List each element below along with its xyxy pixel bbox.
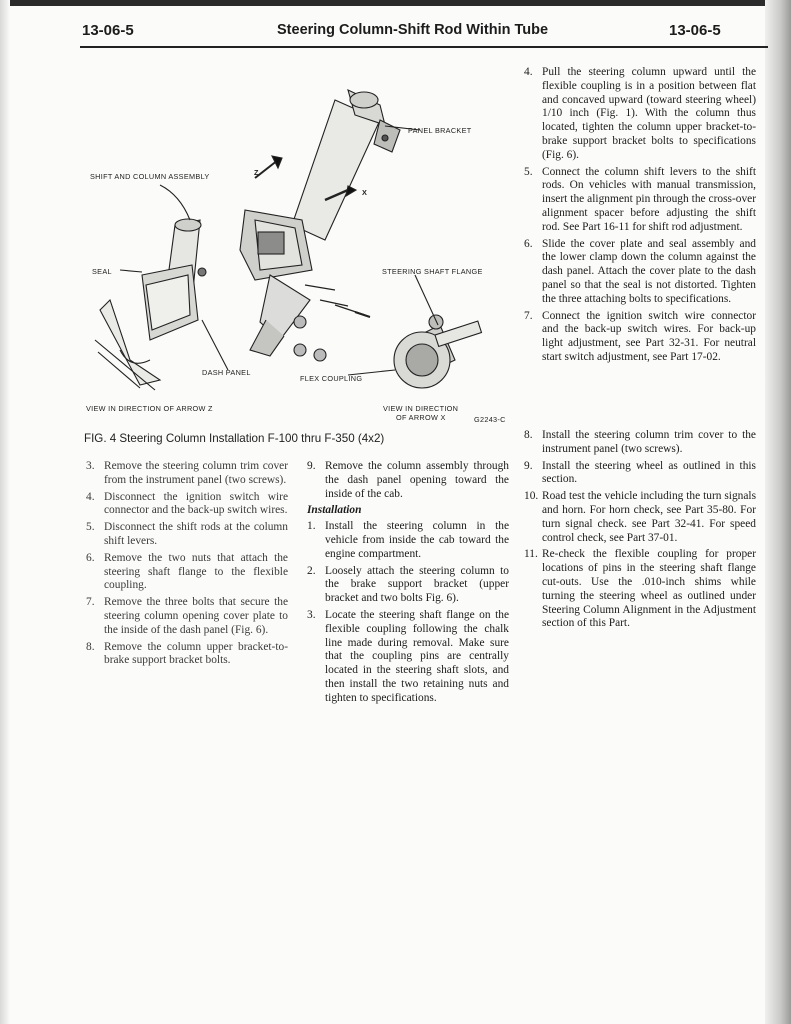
step-number: 9. <box>524 459 533 472</box>
procedure-step <box>524 238 756 307</box>
page-number-right: 13-06-5 <box>669 22 721 39</box>
step-number: 9. <box>307 460 316 472</box>
step-text: Remove the column upper bracket-to-brake support bracket bolts. <box>104 640 288 667</box>
step-text: Loosely attach the steering column to the brake support bracket (upper bracket and two bolts Fig. 6). <box>325 564 509 605</box>
step-number: 7. <box>524 309 533 322</box>
procedure-step <box>524 548 756 631</box>
step-text: Install the steering column in the vehicle from inside the cab toward the engine compartment. <box>325 520 509 560</box>
page-top-edge <box>0 0 791 6</box>
step-text: Remove the three bolts that secure the steering column opening cover plate to the inside of the dash panel (Fig. 6). <box>104 596 288 636</box>
column-middle <box>307 460 509 709</box>
label-view-arrow-x-line2: OF ARROW X <box>396 413 446 422</box>
label-flex-coupling: FLEX COUPLING <box>300 374 363 383</box>
label-shift-column-assembly: SHIFT AND COLUMN ASSEMBLY <box>90 172 210 181</box>
label-view-arrow-x-line1: VIEW IN DIRECTION <box>383 404 459 413</box>
installation-steps-final <box>524 429 756 631</box>
step-number: 7. <box>86 596 95 609</box>
procedure-step <box>524 429 756 457</box>
label-steering-shaft-flange: STEERING SHAFT FLANGE <box>382 267 483 276</box>
step-text: Remove the two nuts that attach the steering shaft flange to the flexible coupling. <box>104 551 288 592</box>
procedure-step <box>86 491 288 519</box>
step-text: Disconnect the ignition switch wire connector and the back-up switch wires. <box>104 490 288 517</box>
procedure-step <box>307 609 509 706</box>
label-arrow-x: X <box>362 188 368 197</box>
step-text: Remove the steering column trim cover from the instrument panel (two screws). <box>104 460 288 486</box>
procedure-step <box>307 460 509 501</box>
step-number: 3. <box>307 608 316 621</box>
step-text: Install the steering wheel as outlined in this section. <box>542 459 756 486</box>
column-left <box>86 460 288 671</box>
step-number: 10. <box>524 490 539 503</box>
label-figure-code: G2243-C <box>474 415 506 424</box>
step-number: 4. <box>524 66 533 78</box>
label-arrow-z: Z <box>254 168 259 177</box>
step-number: 5. <box>524 165 533 178</box>
step-text: Install the steering column trim cover to the instrument panel (two screws). <box>542 429 756 455</box>
label-view-arrow-z: VIEW IN DIRECTION OF ARROW Z <box>86 404 213 413</box>
procedure-step <box>307 520 509 561</box>
column-right-bottom <box>524 429 756 634</box>
step-number: 2. <box>307 564 316 577</box>
procedure-step <box>524 310 756 365</box>
step-number: 6. <box>86 551 95 564</box>
step-text: Slide the cover plate and seal assembly and the lower clamp down the column against the dash panel. Attach the cover plate to the dash panel so that the seal is not distorted. Tighten the three attaching bolts to specifications. <box>542 237 756 305</box>
procedure-step <box>307 565 509 606</box>
procedure-step <box>524 166 756 235</box>
procedure-step <box>86 552 288 593</box>
header-rule <box>80 46 768 48</box>
page-title: Steering Column-Shift Rod Within Tube <box>277 22 549 38</box>
step-number: 1. <box>307 520 316 533</box>
procedure-step <box>524 66 756 163</box>
step-text: Connect the ignition switch wire connector and the back-up switch wires. For back-up light adjustment, see Part 32-31. For neutral start switch adjustment, see Part 17-02. <box>542 309 756 363</box>
page-left-shadow <box>0 0 10 1024</box>
installation-heading: Installation <box>307 504 362 517</box>
column-right-top <box>524 66 756 368</box>
label-panel-bracket: PANEL BRACKET <box>408 126 472 135</box>
step-text: Remove the column assembly through the dash panel opening toward the inside of the cab. <box>325 460 509 500</box>
installation-steps-continued <box>524 66 756 365</box>
figure-caption: FIG. 4 Steering Column Installation F-100 thru F-350 (4x2) <box>84 432 385 445</box>
removal-steps-list <box>86 460 288 668</box>
installation-steps-list <box>307 520 509 705</box>
procedure-step <box>524 460 756 488</box>
step-text: Disconnect the shift rods at the column shift levers. <box>104 521 288 547</box>
figure-illustration <box>80 60 510 430</box>
step-text: Re-check the flexible coupling for proper locations of pins in the steering shaft flange cut-outs. Use the .010-inch shims while turning the steering wheel as outlined under Steering Column Alignment in the Adjustment section of this Part. <box>542 548 756 630</box>
procedure-step <box>524 490 756 545</box>
page-number-left: 13-06-5 <box>82 22 134 39</box>
step-number: 11. <box>524 548 538 561</box>
procedure-step <box>86 641 288 669</box>
step-number: 8. <box>86 640 95 653</box>
procedure-step <box>86 460 288 488</box>
label-dash-panel: DASH PANEL <box>202 368 251 377</box>
step-number: 3. <box>86 460 95 472</box>
step-number: 4. <box>86 490 95 503</box>
step-text: Locate the steering shaft flange on the flexible coupling following the chalk line made during removal. Make sure that the coupling pins are centrally located in the steering shaft slots, and then install the two retaining nuts and tighten to specifications. <box>325 608 509 704</box>
step-number: 8. <box>524 429 533 441</box>
page-right-shadow <box>765 0 791 1024</box>
figure-steering-column <box>80 60 510 430</box>
label-seal: SEAL <box>92 267 112 276</box>
removal-steps-continued <box>307 460 509 501</box>
step-number: 6. <box>524 237 533 250</box>
step-text: Connect the column shift levers to the shift rods. On vehicles with manual transmission, insert the alignment pin through the cross-over alignment spacer before adjusting the shift rod. See Part 16-11 for shift rod adjustment. <box>542 165 756 233</box>
step-number: 5. <box>86 521 95 534</box>
step-text: Pull the steering column upward until the flexible coupling is in a position between flat and concaved upward (toward steering wheel) 1/10 inch (Fig. 1). With the column thus located, tighten the column upper bracket-to-brake support bracket bolts to specifications (Fig. 6). <box>542 66 756 161</box>
procedure-step <box>86 521 288 549</box>
procedure-step <box>86 596 288 637</box>
step-text: Road test the vehicle including the turn signals and horn. For horn check, see Part 35-80. For turn signal check. see Part 32-41. For speed control check, see Part 37-01. <box>542 490 756 544</box>
